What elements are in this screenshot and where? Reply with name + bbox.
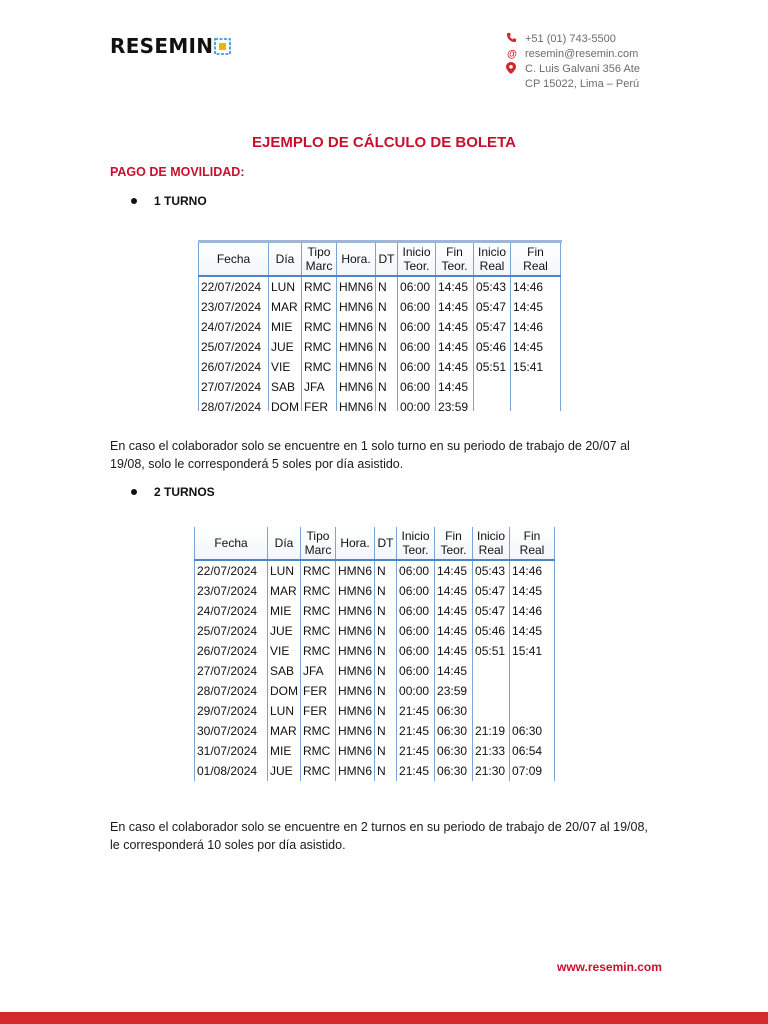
address-line-2: CP 15022, Lima – Perú bbox=[525, 78, 640, 90]
bullet-2-turnos bbox=[131, 485, 215, 499]
table-cell: 14:45 bbox=[435, 661, 473, 681]
table-cell: 05:43 bbox=[474, 276, 511, 297]
table-cell: 14:46 bbox=[510, 601, 555, 621]
table-cell: 06:30 bbox=[435, 701, 473, 721]
table-cell: VIE bbox=[269, 357, 302, 377]
table-cell: HMN6 bbox=[336, 701, 375, 721]
table-cell: RMC bbox=[301, 581, 336, 601]
table-cell: 06:00 bbox=[398, 297, 436, 317]
table-cell: N bbox=[375, 721, 397, 741]
column-header-line-1: Fin bbox=[523, 529, 541, 543]
column-header bbox=[302, 243, 337, 276]
column-header-line-1: DT bbox=[378, 252, 395, 266]
table-cell bbox=[511, 397, 561, 411]
table-cell: HMN6 bbox=[336, 681, 375, 701]
table-cell: 27/07/2024 bbox=[199, 377, 269, 397]
table-cell: 14:45 bbox=[436, 337, 474, 357]
table-cell: HMN6 bbox=[336, 741, 375, 761]
table-cell: 14:45 bbox=[436, 276, 474, 297]
table-cell: 24/07/2024 bbox=[199, 317, 269, 337]
table-row bbox=[199, 397, 561, 411]
phone-row bbox=[506, 32, 640, 47]
table-cell bbox=[474, 377, 511, 397]
table-cell: DOM bbox=[269, 397, 302, 411]
table-header-row bbox=[199, 243, 561, 276]
table-cell: 14:45 bbox=[435, 581, 473, 601]
table-cell: 14:45 bbox=[436, 297, 474, 317]
table-cell: 23/07/2024 bbox=[199, 297, 269, 317]
column-header bbox=[375, 527, 397, 560]
table-cell: 05:46 bbox=[473, 621, 510, 641]
table-cell: N bbox=[375, 581, 397, 601]
table-cell: RMC bbox=[302, 297, 337, 317]
column-header-line-1: Hora. bbox=[340, 536, 370, 550]
table-cell: 14:45 bbox=[510, 621, 555, 641]
table-cell: 26/07/2024 bbox=[195, 641, 268, 661]
table-cell: 05:51 bbox=[474, 357, 511, 377]
table-cell: RMC bbox=[301, 560, 336, 581]
table-cell: 25/07/2024 bbox=[195, 621, 268, 641]
footer-bar bbox=[0, 1012, 768, 1024]
table-cell: N bbox=[376, 297, 398, 317]
table-cell: MIE bbox=[269, 317, 302, 337]
table-cell: MIE bbox=[268, 741, 301, 761]
table-cell: 14:45 bbox=[435, 601, 473, 621]
table-cell: 06:00 bbox=[397, 621, 435, 641]
table-row bbox=[195, 581, 555, 601]
table-cell: HMN6 bbox=[336, 761, 375, 781]
column-header bbox=[473, 527, 510, 560]
column-header-line-1: Día bbox=[275, 252, 295, 266]
email-text[interactable]: resemin@resemin.com bbox=[525, 48, 639, 60]
table-cell: N bbox=[375, 621, 397, 641]
table-cell: 15:41 bbox=[510, 641, 555, 661]
column-header-line-1: Día bbox=[274, 536, 294, 550]
logo-text: RESEMIN bbox=[110, 34, 214, 58]
table-cell: 05:47 bbox=[474, 317, 511, 337]
column-header-line-1: Inicio bbox=[402, 245, 431, 259]
note-2-turnos: En caso el colaborador solo se encuentre en 2 turnos en su periodo de trabajo de 20/07 al 19/08, le corresponderá 10 soles por día asistido. bbox=[110, 820, 648, 852]
table-cell: HMN6 bbox=[336, 641, 375, 661]
table-cell: 31/07/2024 bbox=[195, 741, 268, 761]
address-row bbox=[506, 62, 640, 92]
address-line-1: C. Luis Galvani 356 Ate bbox=[525, 63, 640, 75]
table-row bbox=[195, 621, 555, 641]
table-row bbox=[195, 661, 555, 681]
table-cell: 06:54 bbox=[510, 741, 555, 761]
table-cell: 14:45 bbox=[511, 297, 561, 317]
table-cell: 21:45 bbox=[397, 761, 435, 781]
table-cell: 06:00 bbox=[398, 357, 436, 377]
column-header-line-1: Inicio bbox=[477, 529, 506, 543]
table-cell: JFA bbox=[301, 661, 336, 681]
table-cell: N bbox=[376, 397, 398, 411]
table-cell: HMN6 bbox=[336, 560, 375, 581]
table-cell: 14:46 bbox=[510, 560, 555, 581]
table-cell: 01/08/2024 bbox=[195, 761, 268, 781]
column-header-line-1: Fecha bbox=[214, 536, 248, 550]
email-icon: @ bbox=[507, 49, 517, 60]
table-row bbox=[195, 641, 555, 661]
table-cell: RMC bbox=[302, 337, 337, 357]
table-header-row bbox=[195, 527, 555, 560]
table-cell: 06:00 bbox=[398, 317, 436, 337]
table-cell: 28/07/2024 bbox=[199, 397, 269, 411]
column-header-line-2: Real bbox=[479, 259, 505, 273]
table-cell: 05:47 bbox=[473, 601, 510, 621]
table-cell: 05:51 bbox=[473, 641, 510, 661]
address-text bbox=[525, 62, 640, 92]
column-header-line-2: Real bbox=[519, 543, 545, 557]
table-cell bbox=[473, 701, 510, 721]
table-cell: HMN6 bbox=[336, 721, 375, 741]
table-cell: N bbox=[375, 741, 397, 761]
table-cell: 07:09 bbox=[510, 761, 555, 781]
table-cell: 21:33 bbox=[473, 741, 510, 761]
table-row bbox=[199, 357, 561, 377]
table-cell bbox=[510, 681, 555, 701]
table-2-turnos bbox=[194, 527, 558, 791]
table-cell: 14:46 bbox=[511, 276, 561, 297]
table-row bbox=[199, 377, 561, 397]
table-cell: N bbox=[375, 560, 397, 581]
column-header-line-1: DT bbox=[377, 536, 394, 550]
column-header-line-2: Teor. bbox=[403, 259, 430, 273]
table-cell: RMC bbox=[301, 721, 336, 741]
table-cell: RMC bbox=[301, 641, 336, 661]
table-cell: LUN bbox=[268, 701, 301, 721]
column-header bbox=[337, 243, 376, 276]
table-cell: 22/07/2024 bbox=[199, 276, 269, 297]
column-header bbox=[397, 527, 435, 560]
table-cell: N bbox=[375, 641, 397, 661]
table-cell: 21:45 bbox=[397, 701, 435, 721]
table-cell: 28/07/2024 bbox=[195, 681, 268, 701]
attendance-table bbox=[194, 527, 555, 781]
table-cell: N bbox=[375, 761, 397, 781]
table-cell: 06:30 bbox=[510, 721, 555, 741]
table-cell: 25/07/2024 bbox=[199, 337, 269, 357]
table-cell: FER bbox=[301, 681, 336, 701]
table-cell: RMC bbox=[302, 276, 337, 297]
table-cell: 23:59 bbox=[435, 681, 473, 701]
phone-text: +51 (01) 743-5500 bbox=[525, 33, 616, 45]
table-cell: 14:46 bbox=[511, 317, 561, 337]
table-row bbox=[199, 276, 561, 297]
table-cell: MAR bbox=[268, 721, 301, 741]
table-cell: N bbox=[376, 276, 398, 297]
table-row bbox=[199, 337, 561, 357]
table-cell: 14:45 bbox=[510, 581, 555, 601]
bullet-label: 1 TURNO bbox=[154, 194, 207, 208]
table-cell: 26/07/2024 bbox=[199, 357, 269, 377]
table-cell: 06:00 bbox=[397, 601, 435, 621]
table-cell: FER bbox=[302, 397, 337, 411]
bullet-1-turno bbox=[131, 194, 207, 208]
table-cell: SAB bbox=[268, 661, 301, 681]
table-cell: RMC bbox=[302, 317, 337, 337]
column-header-line-1: Hora. bbox=[341, 252, 371, 266]
table-cell: HMN6 bbox=[337, 337, 376, 357]
table-cell: MAR bbox=[268, 581, 301, 601]
table-row bbox=[199, 317, 561, 337]
column-header-line-2: Marc bbox=[304, 543, 332, 557]
table-cell: 05:46 bbox=[474, 337, 511, 357]
table-cell: RMC bbox=[302, 357, 337, 377]
table-cell: RMC bbox=[301, 621, 336, 641]
page-title: EJEMPLO DE CÁLCULO DE BOLETA bbox=[252, 134, 516, 151]
table-cell: 05:43 bbox=[473, 560, 510, 581]
column-header-line-2: Marc bbox=[305, 259, 333, 273]
table-cell: DOM bbox=[268, 681, 301, 701]
table-cell: 05:47 bbox=[473, 581, 510, 601]
bullet-label: 2 TURNOS bbox=[154, 485, 215, 499]
column-header bbox=[269, 243, 302, 276]
column-header-line-2: Teor. bbox=[440, 543, 467, 557]
table-cell bbox=[510, 661, 555, 681]
column-header-line-2: Teor. bbox=[402, 543, 429, 557]
table-cell: LUN bbox=[268, 560, 301, 581]
footer-website-link[interactable]: www.resemin.com bbox=[557, 960, 662, 974]
table-cell: JUE bbox=[269, 337, 302, 357]
table-row bbox=[195, 761, 555, 781]
column-header bbox=[474, 243, 511, 276]
column-header-line-1: Fecha bbox=[216, 252, 251, 266]
table-row bbox=[195, 721, 555, 741]
table-cell: N bbox=[376, 317, 398, 337]
table-cell: LUN bbox=[269, 276, 302, 297]
table-cell: 14:45 bbox=[435, 641, 473, 661]
column-header bbox=[195, 527, 268, 560]
email-row bbox=[506, 47, 640, 62]
table-cell: 21:19 bbox=[473, 721, 510, 741]
column-header-line-1: Fin bbox=[446, 245, 463, 259]
table-row bbox=[195, 560, 555, 581]
table-cell: N bbox=[375, 661, 397, 681]
table-cell: 23/07/2024 bbox=[195, 581, 268, 601]
column-header bbox=[510, 527, 555, 560]
table-cell: 29/07/2024 bbox=[195, 701, 268, 721]
table-cell: 06:00 bbox=[397, 581, 435, 601]
table-cell: N bbox=[376, 357, 398, 377]
table-1-turno bbox=[198, 240, 562, 411]
table-cell: MIE bbox=[268, 601, 301, 621]
table-cell bbox=[473, 681, 510, 701]
table-row bbox=[195, 601, 555, 621]
table-cell: HMN6 bbox=[337, 377, 376, 397]
column-header bbox=[199, 243, 269, 276]
table-cell: 06:00 bbox=[397, 560, 435, 581]
logo-mark-icon bbox=[214, 38, 231, 55]
bullet-dot bbox=[131, 489, 137, 495]
column-header bbox=[436, 243, 474, 276]
table-cell: N bbox=[376, 337, 398, 357]
table-cell: N bbox=[375, 701, 397, 721]
table-cell: N bbox=[375, 601, 397, 621]
column-header-line-2: Teor. bbox=[441, 259, 468, 273]
table-cell: 06:30 bbox=[435, 741, 473, 761]
table-cell: 14:45 bbox=[436, 357, 474, 377]
table-cell: 00:00 bbox=[397, 681, 435, 701]
column-header bbox=[301, 527, 336, 560]
table-cell: 27/07/2024 bbox=[195, 661, 268, 681]
table-cell: HMN6 bbox=[337, 357, 376, 377]
table-cell: MAR bbox=[269, 297, 302, 317]
note-1-turno: En caso el colaborador solo se encuentre en 1 solo turno en su periodo de trabajo de 20/07 al 19/08, solo le corresponderá 5 soles por día asistido. bbox=[110, 439, 630, 471]
location-pin-icon bbox=[506, 62, 518, 74]
table-cell: HMN6 bbox=[336, 601, 375, 621]
table-cell: 14:45 bbox=[435, 621, 473, 641]
table-cell: HMN6 bbox=[337, 297, 376, 317]
company-logo bbox=[110, 34, 231, 58]
table-cell: 06:00 bbox=[397, 661, 435, 681]
table-cell: 22/07/2024 bbox=[195, 560, 268, 581]
table-cell: HMN6 bbox=[337, 276, 376, 297]
column-header bbox=[376, 243, 398, 276]
table-cell: 21:30 bbox=[473, 761, 510, 781]
table-row bbox=[195, 741, 555, 761]
column-header bbox=[511, 243, 561, 276]
table-cell: 14:45 bbox=[436, 377, 474, 397]
table-cell: 15:41 bbox=[511, 357, 561, 377]
table-cell: 06:30 bbox=[435, 721, 473, 741]
table-cell: HMN6 bbox=[337, 397, 376, 411]
table-cell: RMC bbox=[301, 741, 336, 761]
column-header bbox=[398, 243, 436, 276]
table-cell: 06:00 bbox=[398, 276, 436, 297]
table-cell: N bbox=[376, 377, 398, 397]
table-cell bbox=[474, 397, 511, 411]
table-cell: 21:45 bbox=[397, 721, 435, 741]
table-row bbox=[195, 681, 555, 701]
table-cell: RMC bbox=[301, 601, 336, 621]
table-cell: HMN6 bbox=[336, 581, 375, 601]
table-cell bbox=[473, 661, 510, 681]
table-cell: 06:30 bbox=[435, 761, 473, 781]
column-header-line-1: Tipo bbox=[307, 245, 331, 259]
table-cell: HMN6 bbox=[337, 317, 376, 337]
table-cell: HMN6 bbox=[336, 621, 375, 641]
table-cell: 06:00 bbox=[398, 377, 436, 397]
table-cell: FER bbox=[301, 701, 336, 721]
column-header-line-1: Tipo bbox=[306, 529, 330, 543]
table-cell: JFA bbox=[302, 377, 337, 397]
table-cell: VIE bbox=[268, 641, 301, 661]
table-row bbox=[199, 297, 561, 317]
section-title: PAGO DE MOVILIDAD: bbox=[110, 165, 245, 179]
table-cell: RMC bbox=[301, 761, 336, 781]
column-header-line-1: Fin bbox=[527, 245, 544, 259]
table-cell: JUE bbox=[268, 761, 301, 781]
table-cell: 06:00 bbox=[397, 641, 435, 661]
column-header bbox=[435, 527, 473, 560]
attendance-table bbox=[198, 243, 561, 411]
table-cell: 23:59 bbox=[436, 397, 474, 411]
table-cell: 21:45 bbox=[397, 741, 435, 761]
column-header-line-1: Inicio bbox=[478, 245, 507, 259]
table-cell: 14:45 bbox=[435, 560, 473, 581]
table-cell: 05:47 bbox=[474, 297, 511, 317]
table-cell: JUE bbox=[268, 621, 301, 641]
table-cell: 24/07/2024 bbox=[195, 601, 268, 621]
column-header-line-2: Real bbox=[523, 259, 548, 273]
table-cell: HMN6 bbox=[336, 661, 375, 681]
table-cell: 00:00 bbox=[398, 397, 436, 411]
table-row bbox=[195, 701, 555, 721]
column-header bbox=[268, 527, 301, 560]
table-cell bbox=[510, 701, 555, 721]
table-cell: 06:00 bbox=[398, 337, 436, 357]
column-header-line-1: Fin bbox=[445, 529, 462, 543]
contact-info bbox=[506, 32, 640, 92]
column-header bbox=[336, 527, 375, 560]
column-header-line-1: Inicio bbox=[401, 529, 430, 543]
table-cell bbox=[511, 377, 561, 397]
table-cell: 14:45 bbox=[436, 317, 474, 337]
table-cell: N bbox=[375, 681, 397, 701]
phone-icon bbox=[506, 32, 518, 43]
table-cell: SAB bbox=[269, 377, 302, 397]
table-cell: 14:45 bbox=[511, 337, 561, 357]
bullet-dot bbox=[131, 198, 137, 204]
column-header-line-2: Real bbox=[478, 543, 504, 557]
table-cell: 30/07/2024 bbox=[195, 721, 268, 741]
